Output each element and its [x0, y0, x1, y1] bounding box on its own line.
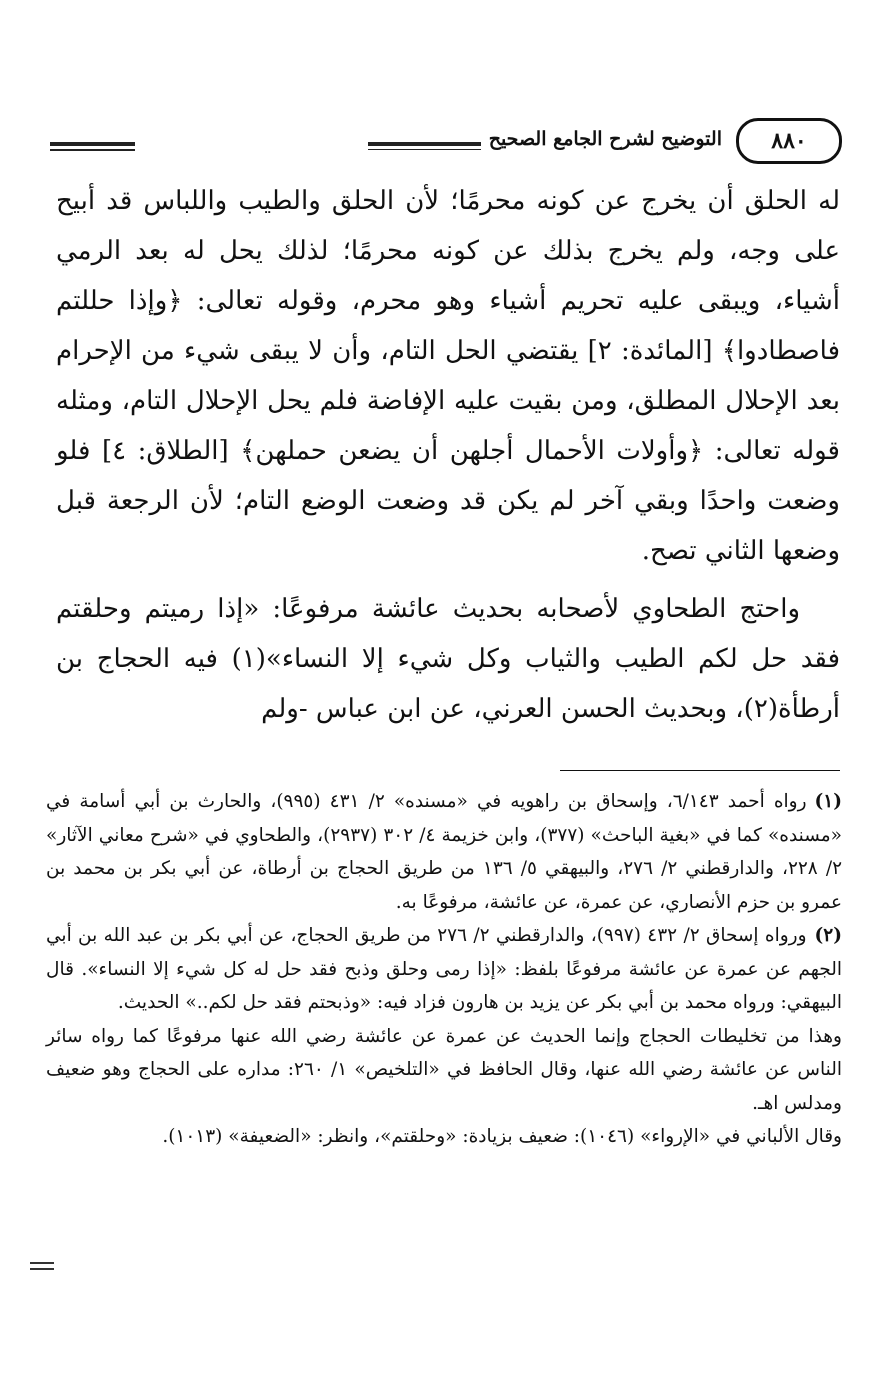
- footnote-text: رواه أحمد ٦/١٤٣، وإسحاق بن راهويه في «مسنده» ٢/ ٤٣١ (٩٩٥)، والحارث بن أبي أسامة في «مسنده» كما في «بغية الباحث» (٣٧٧)، وابن خزيمة ٤/ ٣٠٢ (٢٩٣٧)، والطحاوي في «شرح معاني الآثار» ٢/ ٢٢٨، والدارقطني ٢/ ٢٧٦، والبيهقي ٥/ ١٣٦ من طريق الحجاج بن أرطاة، عن أبي بكر بن محمد بن عمرو بن حزم الأنصاري، عن عمرة، عن عائشة، مرفوعًا به.: [46, 791, 842, 913]
- main-paragraph-2: واحتج الطحاوي لأصحابه بحديث عائشة مرفوعًا: «إذا رميتم وحلقتم فقد حل لكم الطيب والثياب وكل شيء إلا النساء»(١) فيه الحجاج بن أرطأة(٢)، وبحديث الحسن العرني، عن ابن عباس -ولم: [56, 594, 840, 724]
- footnote-number: (١): [814, 791, 842, 812]
- page-header: [50, 118, 842, 164]
- book-title: التوضيح لشرح الجامع الصحيح: [481, 128, 730, 150]
- footnotes: [46, 785, 842, 1154]
- footnote-2-continued: وهذا من تخليطات الحجاج وإنما الحديث عن عمرة عن عائشة رضي الله عنها مرفوعًا كما رواه سائر الناس عن عائشة رضي الله عنها، وقال الحافظ في «التلخيص» ١/ ٢٦٠: مداره على الحجاج وهو ضعيف ومدلس اهـ.: [46, 1025, 842, 1114]
- footnote-text: ورواه إسحاق ٢/ ٤٣٢ (٩٩٧)، والدارقطني ٢/ ٢٧٦ من طريق الحجاج، عن أبي بكر بن عبد الله بن أبي الجهم عن عمرة عن عائشة مرفوعًا بلفظ: «إذا رمى وحلق وذبح فقد حل له كل شيء إلا النساء». قال البيهقي: ورواه محمد بن أبي بكر عن يزيد بن هارون فزاد فيه: «وذبحتم فقد حل لكم..» الحديث.: [46, 925, 842, 1013]
- footnote-1: [46, 785, 842, 919]
- margin-mark: [30, 1262, 54, 1274]
- footnote-separator: [560, 770, 840, 771]
- header-rule-left: [50, 142, 135, 146]
- footnote-2: [46, 919, 842, 1020]
- footnote-number: (٢): [814, 925, 842, 946]
- footnote-2-continued-2: وقال الألباني في «الإرواء» (١٠٤٦): ضعيف بزيادة: «وحلقتم»، وانظر: «الضعيفة» (١٠١٣).: [162, 1126, 842, 1147]
- main-text: [56, 176, 840, 734]
- header-rule-left-2: [50, 149, 135, 151]
- main-paragraph-1: له الحلق أن يخرج عن كونه محرمًا؛ لأن الحلق والطيب واللباس قد أبيح على وجه، ولم يخرج بذلك عن كونه محرمًا؛ لذلك يحل له بعد الرمي أشياء، ويبقى عليه تحريم أشياء وهو محرم، وقوله تعالى: ﴿وإذا حللتم فاصطادوا﴾ [المائدة: ٢] يقتضي الحل التام، وأن لا يبقى شيء من الإحرام بعد الإحلال المطلق، ومن بقيت عليه الإفاضة فلم يحل الإحلال التام، ومثله قوله تعالى: ﴿وأولات الأحمال أجلهن أن يضعن حملهن﴾ [الطلاق: ٤] فلو وضعت واحدًا وبقي آخر لم يكن قد وضعت الوضع التام؛ لأن الرجعة قبل وضعها الثاني تصح.: [56, 186, 840, 566]
- page-number: ٨٨٠: [736, 118, 842, 164]
